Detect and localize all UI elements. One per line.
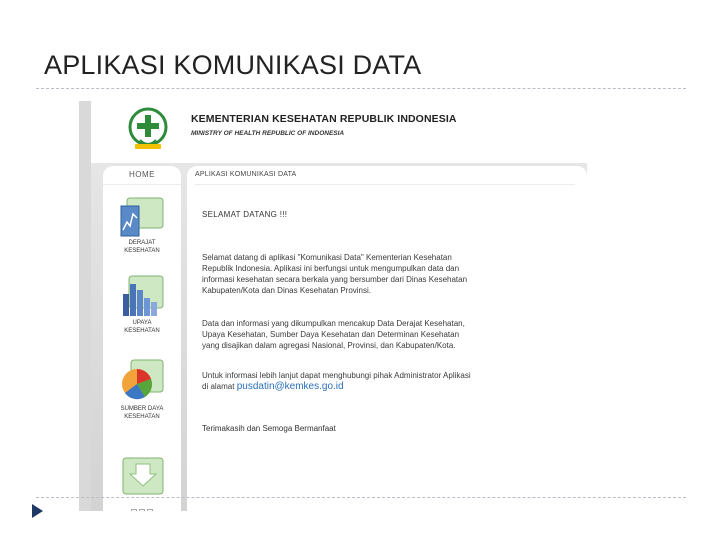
sidebar-item-download[interactable]: [103, 456, 181, 498]
contact-prefix: di alamat: [202, 382, 235, 391]
download-icon: [117, 456, 167, 498]
greeting: SELAMAT DATANG !!!: [202, 210, 288, 219]
sidebar: [103, 166, 181, 511]
sidebar-item-label: SUMBER DAYA: [120, 406, 164, 412]
sidebar-item-sumber-daya-kesehatan[interactable]: [103, 358, 181, 421]
sidebar-item-label: KESEHATAN: [124, 248, 160, 254]
home-tab[interactable]: HOME: [103, 166, 181, 185]
title-divider: [36, 88, 686, 89]
app-header: [91, 101, 587, 163]
paragraph-line: yang disajikan dalam agregasi Nasional, Provinsi, dan Kabupaten/Kota.: [202, 341, 456, 350]
ministry-subtitle: MINISTRY OF HEALTH REPUBLIC OF INDONESIA: [191, 130, 345, 137]
paragraph-line: informasi kesehatan secara berkala yang bersumber dari Dinas Kesehatan: [202, 275, 468, 284]
paragraph-line: Data dan informasi yang dikumpulkan mencakup Data Derajat Kesehatan,: [202, 319, 465, 328]
ministry-name: KEMENTERIAN KESEHATAN REPUBLIK INDONESIA: [191, 113, 457, 125]
health-chart-icon: [117, 196, 167, 238]
slide-bullet-icon: [32, 504, 43, 518]
sidebar-item-derajat-kesehatan[interactable]: [103, 196, 181, 255]
intro-paragraph: [202, 252, 587, 296]
pie-chart-icon: [117, 358, 167, 404]
sidebar-dots: [131, 502, 161, 508]
ministry-logo-icon: [125, 106, 171, 152]
sidebar-item-label: DERAJAT: [128, 240, 156, 246]
contact-email-link[interactable]: pusdatin@kemkes.go.id: [236, 381, 344, 392]
sidebar-item-label: KESEHATAN: [124, 414, 160, 420]
paragraph-line: Selamat datang di aplikasi "Komunikasi Data" Kementerian Kesehatan: [202, 253, 452, 262]
paragraph-line: [202, 381, 587, 392]
paragraph-line: Republik Indonesia. Aplikasi ini berfungsi untuk mengumpulkan data dan: [202, 264, 460, 273]
slide-title: APLIKASI KOMUNIKASI DATA: [44, 50, 422, 80]
bottom-divider: [36, 497, 686, 498]
app-screenshot: [79, 101, 587, 511]
paragraph-line: Upaya Kesehatan, Sumber Daya Kesehatan dan Determinan Kesehatan: [202, 330, 460, 339]
paragraph-line: Kabupaten/Kota dan Dinas Kesehatan Provinsi.: [202, 286, 372, 295]
sidebar-item-label: UPAYA: [132, 320, 152, 326]
breadcrumb: APLIKASI KOMUNIKASI DATA: [195, 166, 575, 185]
contact-paragraph: [202, 370, 587, 392]
sidebar-item-upaya-kesehatan[interactable]: [103, 274, 181, 335]
app-frame: [91, 163, 587, 511]
bar-chart-icon: [117, 274, 167, 318]
left-border: [79, 101, 91, 511]
closing-text: Terimakasih dan Semoga Bermanfaat: [202, 424, 336, 433]
paragraph-line: Untuk informasi lebih lanjut dapat menghubungi pihak Administrator Aplikasi: [202, 371, 471, 380]
sidebar-item-label: KESEHATAN: [124, 328, 160, 334]
data-scope-paragraph: [202, 318, 587, 351]
main-content: [187, 166, 587, 511]
